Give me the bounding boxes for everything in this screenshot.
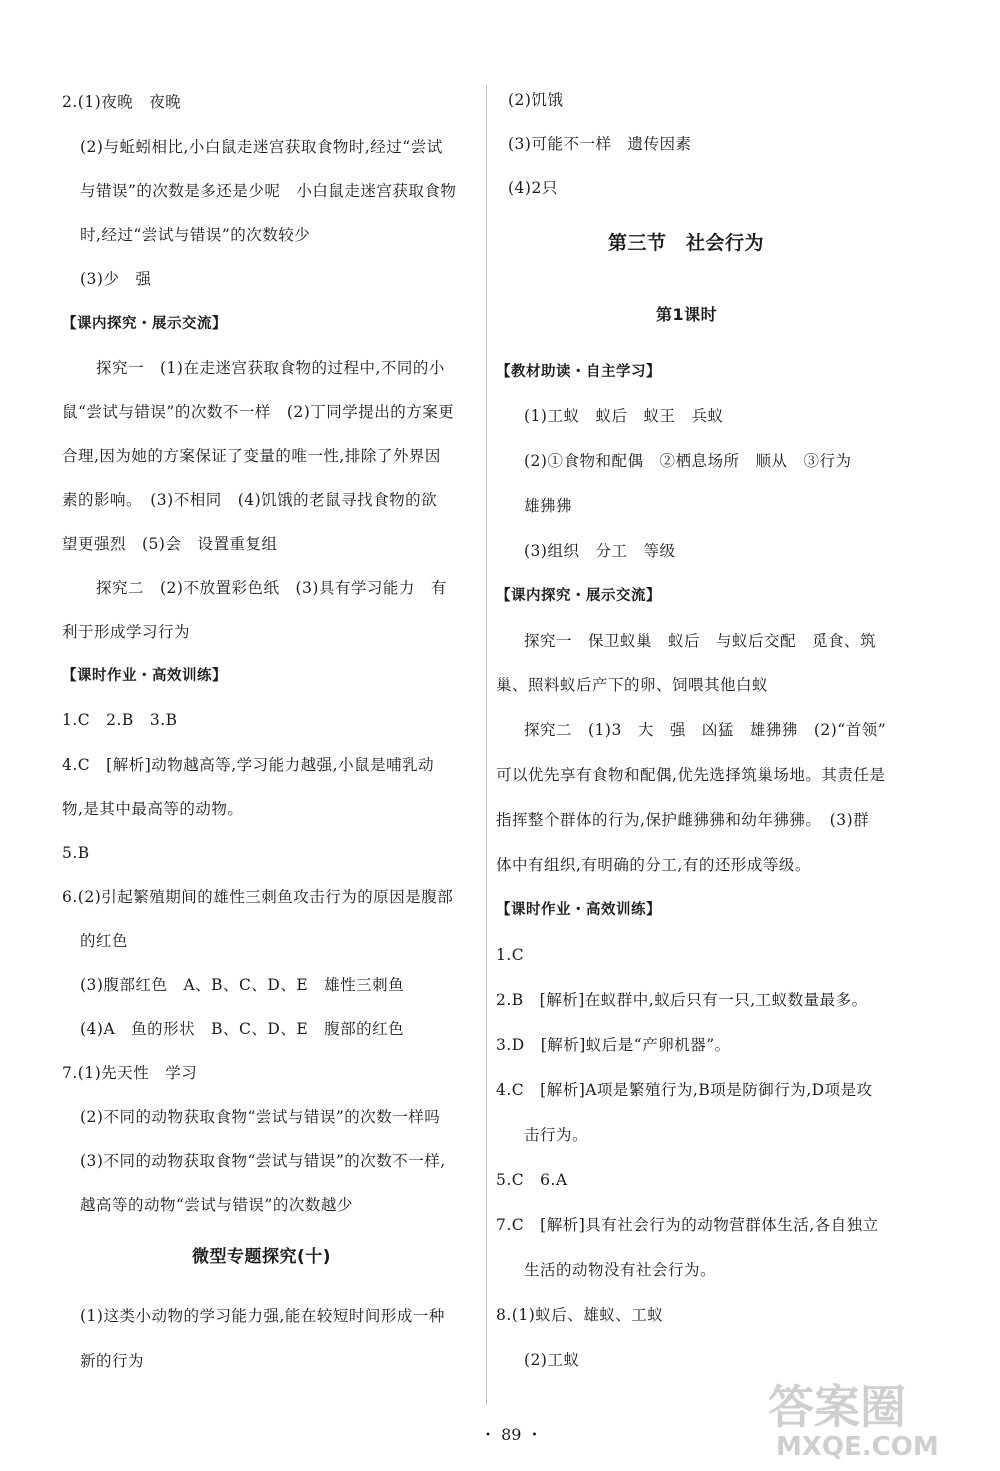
text-line: 8.(1)蚁后、雄蚁、工蚁 [496, 1306, 664, 1324]
text-line: 指挥整个群体的行为,保护雌狒狒和幼年狒狒。 (3)群 [496, 811, 870, 829]
text-line: 新的行为 [80, 1352, 145, 1370]
page-number: ・ 89 ・ [480, 1425, 543, 1444]
text-line: 4.C [解析]A项是繁殖行为,B项是防御行为,D项是攻 [496, 1081, 873, 1099]
text-line: 素的影响。 (3)不相同 (4)饥饿的老鼠寻找食物的欲 [62, 491, 438, 509]
text-line: 巢、照料蚁后产下的卵、饲喂其他白蚁 [496, 676, 769, 694]
text-line: (2)①食物和配偶 ②栖息场所 顺从 ③行为 [524, 452, 852, 470]
section-header: 【课内探究・展示交流】 [62, 316, 227, 332]
section-header: 【课时作业・高效训练】 [62, 668, 227, 684]
text-line: (4)2只 [508, 179, 558, 197]
text-line: 探究二 (2)不放置彩色纸 (3)具有学习能力 有 [96, 579, 447, 597]
text-line: 4.C [解析]动物越高等,学习能力越强,小鼠是哺乳动 [62, 756, 435, 774]
text-line: 3.D [解析]蚁后是“产卵机器”。 [496, 1036, 731, 1054]
text-line: 5.B [62, 844, 90, 862]
text-line: 的红色 [80, 932, 129, 950]
svg-text:答案圈: 答案圈 [768, 1380, 906, 1434]
text-line: 雄狒狒 [524, 497, 573, 515]
text-line: 鼠“尝试与错误”的次数不一样 (2)丁同学提出的方案更 [62, 403, 455, 421]
column-divider [486, 85, 487, 1405]
text-line: 5.C 6.A [496, 1171, 568, 1189]
watermark-logo [768, 1371, 988, 1461]
chapter-title: 第三节 社会行为 [608, 232, 765, 254]
svg-text:MXQE.COM: MXQE.COM [776, 1432, 939, 1461]
text-line: 探究一 (1)在走迷宫获取食物的过程中,不同的小 [96, 359, 445, 377]
section-header: 【课时作业・高效训练】 [496, 902, 661, 918]
text-line: 击行为。 [524, 1126, 589, 1144]
section-title: 微型专题探究(十) [192, 1247, 332, 1267]
text-line: 探究一 保卫蚁巢 蚁后 与蚁后交配 觅食、筑 [524, 632, 877, 650]
text-line: 物,是其中最高等的动物。 [62, 800, 244, 818]
text-line: (3)组织 分工 等级 [524, 542, 676, 560]
text-line: 可以优先享有食物和配偶,优先选择筑巢场地。其责任是 [496, 766, 886, 784]
text-line: (3)少 强 [80, 270, 152, 288]
text-line: 2.B [解析]在蚁群中,蚁后只有一只,工蚁数量最多。 [496, 991, 868, 1009]
text-line: (1)这类小动物的学习能力强,能在较短时间形成一种 [80, 1307, 445, 1325]
lesson-title: 第1课时 [656, 305, 718, 324]
text-line: 望更强烈 (5)会 设置重复组 [62, 535, 278, 553]
text-line: (2)不同的动物获取食物“尝试与错误”的次数一样吗 [80, 1108, 441, 1126]
text-line: (3)腹部红色 A、B、C、D、E 雄性三刺鱼 [80, 976, 405, 994]
text-line: (2)饥饿 [508, 91, 564, 109]
text-line: 6.(2)引起繁殖期间的雄性三刺鱼攻击行为的原因是腹部 [62, 888, 454, 906]
section-header: 【教材助读・自主学习】 [496, 364, 661, 380]
text-line: 1.C [496, 946, 525, 964]
text-line: (2)工蚁 [524, 1351, 580, 1369]
text-line: 体中有组织,有明确的分工,有的还形成等级。 [496, 856, 811, 874]
text-line: (3)可能不一样 遗传因素 [508, 135, 692, 153]
text-line: 越高等的动物“尝试与错误”的次数越少 [80, 1196, 353, 1214]
text-line: (2)与蚯蚓相比,小白鼠走迷宫获取食物时,经过“尝试 [80, 138, 443, 156]
section-header: 【课内探究・展示交流】 [496, 588, 661, 604]
text-line: 生活的动物没有社会行为。 [524, 1261, 717, 1279]
text-line: (3)不同的动物获取食物“尝试与错误”的次数不一样, [80, 1152, 446, 1170]
text-line: (4)A 鱼的形状 B、C、D、E 腹部的红色 [80, 1020, 405, 1038]
text-line: 利于形成学习行为 [62, 623, 191, 641]
text-line: 与错误”的次数是多还是少呢 小白鼠走迷宫获取食物 [80, 182, 457, 200]
text-line: 7.(1)先天性 学习 [62, 1064, 198, 1082]
text-line: 时,经过“尝试与错误”的次数较少 [80, 226, 311, 244]
text-line: 1.C 2.B 3.B [62, 711, 178, 729]
text-line: 合理,因为她的方案保证了变量的唯一性,排除了外界因 [62, 447, 441, 465]
text-line: 7.C [解析]具有社会行为的动物营群体生活,各自独立 [496, 1216, 879, 1234]
text-line: 2.(1)夜晚 夜晚 [62, 93, 182, 111]
text-line: 探究二 (1)3 大 强 凶猛 雄狒狒 (2)“首领” [524, 721, 887, 739]
text-line: (1)工蚁 蚁后 蚁王 兵蚁 [524, 407, 724, 425]
